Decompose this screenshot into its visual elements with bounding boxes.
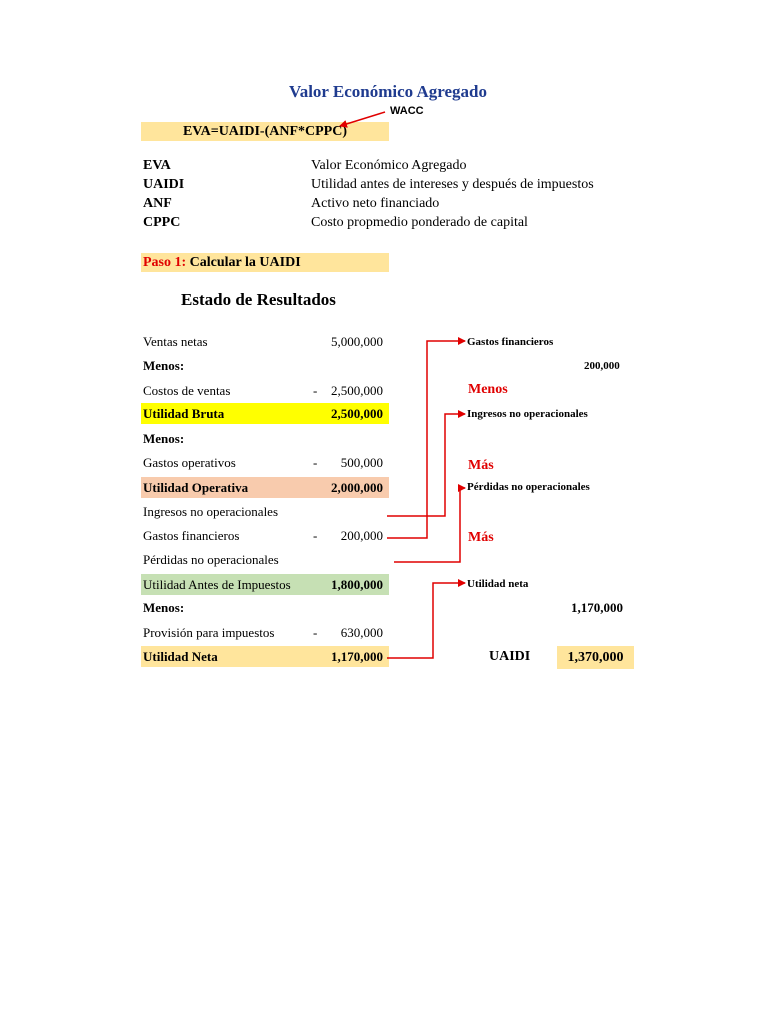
row-value: 200,000 [340,528,383,543]
definition-desc-anf: Activo neto financiado [311,196,440,211]
side-ingresos-label: Ingresos no operacionales [467,408,588,420]
row-value: 5,000,000 [331,334,383,349]
utilidad-neta-arrow [387,583,465,658]
wacc-note: WACC [390,105,424,117]
side-utilidad-neta-label: Utilidad neta [467,578,529,590]
definition-desc-eva: Valor Económico Agregado [311,158,467,173]
uaidi-label: UAIDI [489,649,531,664]
row-label: Utilidad Neta [143,649,218,664]
row-label: Ingresos no operacionales [143,504,279,519]
row-sign: - [313,455,318,470]
side-gastos-financieros-label: Gastos financieros [467,336,554,348]
definition-desc-uaidi: Utilidad antes de intereses y después de impuestos [311,177,594,192]
perdidas-arrow [394,488,465,562]
row-label: Utilidad Operativa [143,480,249,495]
row-label: Menos: [143,431,185,446]
side-gastos-financieros-value: 200,000 [584,360,620,372]
row-label: Utilidad Bruta [143,406,225,421]
row-sign: - [313,625,318,640]
side-mas-label-2: Más [468,530,494,545]
row-value: 1,800,000 [331,577,383,592]
row-value: 2,500,000 [331,406,383,421]
page-title: Valor Económico Agregado [288,82,488,101]
row-value: 2,500,000 [331,383,383,398]
row-value: 630,000 [340,625,383,640]
row-label: Menos: [143,600,185,615]
definition-term-uaidi: UAIDI [143,177,185,192]
definition-term-anf: ANF [143,196,172,211]
row-label: Gastos financieros [143,528,240,543]
ingresos-arrow [387,414,465,516]
row-value: 2,000,000 [331,480,383,495]
row-label: Menos: [143,358,185,373]
row-label: Ventas netas [143,334,208,349]
row-label: Pérdidas no operacionales [143,552,279,567]
row-value: 500,000 [340,455,383,470]
side-menos-label: Menos [468,382,508,397]
side-mas-label-1: Más [468,458,494,473]
definition-term-cppc: CPPC [143,215,181,230]
step-prefix: Paso 1 [143,255,182,270]
uaidi-value: 1,370,000 [557,646,634,669]
side-perdidas-label: Pérdidas no operacionales [467,481,590,493]
wacc-arrow [340,112,385,126]
gastos-financieros-arrow [387,341,465,538]
row-label: Costos de ventas [143,383,231,398]
step-text: Calcular la UAIDI [186,255,301,270]
row-sign: - [313,383,318,398]
row-sign: - [313,528,318,543]
definition-desc-cppc: Costo propmedio ponderado de capital [311,215,528,230]
row-label: Utilidad Antes de Impuestos [143,577,291,592]
side-utilidad-neta-value: 1,170,000 [571,600,623,615]
row-label: Provisión para impuestos [143,625,275,640]
row-label: Gastos operativos [143,455,236,470]
eva-formula: EVA=UAIDI-(ANF*CPPC) [141,122,389,141]
definition-term-eva: EVA [143,158,171,173]
row-value: 1,170,000 [331,649,383,664]
statement-title: Estado de Resultados [181,290,336,309]
step-colon: : [181,255,187,270]
